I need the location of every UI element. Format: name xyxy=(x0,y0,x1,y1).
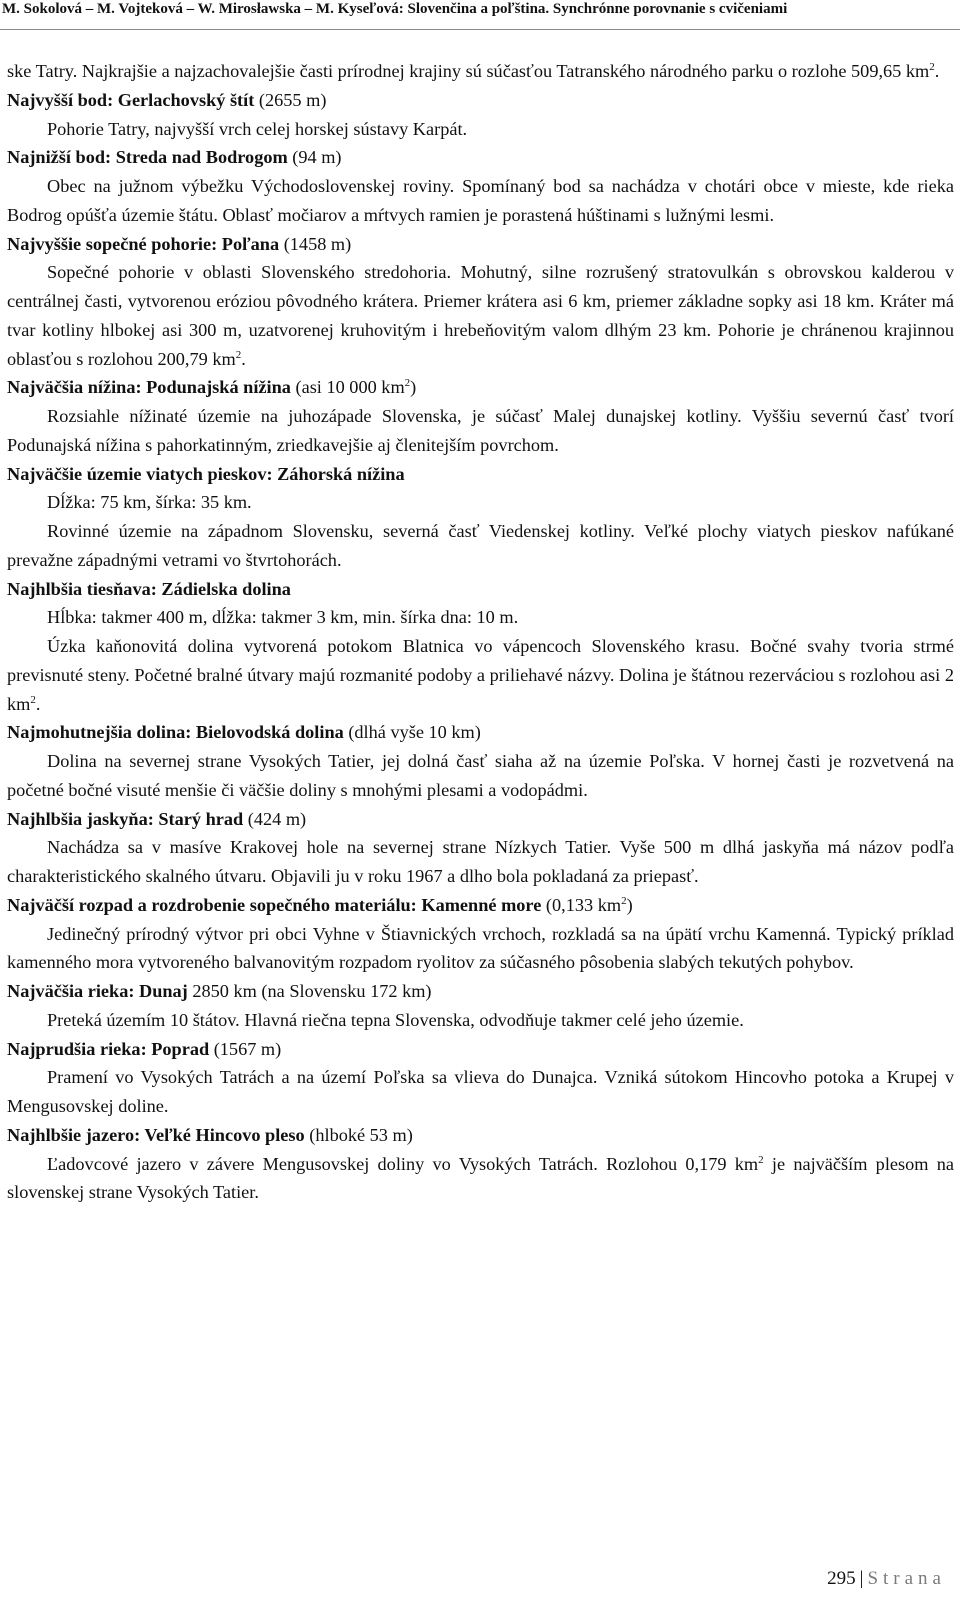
paragraph-text: ) xyxy=(626,894,633,915)
superscript: 2 xyxy=(929,61,935,73)
section-heading xyxy=(7,373,954,402)
body-paragraph xyxy=(7,833,954,891)
heading-text: Najväčšie územie viatych pieskov: Záhorská nížina xyxy=(7,463,405,484)
running-header: M. Sokolová – M. Vojteková – W. Mirosławska – M. Kyseľová: Slovenčina a poľština. Synchrónne porovnanie s cvičeniami xyxy=(0,0,960,30)
page-label: Strana xyxy=(867,1568,946,1589)
paragraph-text: (424 m) xyxy=(243,808,307,829)
footer-separator: | xyxy=(859,1568,864,1589)
paragraph-text: (94 m) xyxy=(287,147,342,168)
paragraph-text: Pramení vo Vysokých Tatrách a na území Poľska sa vlieva do Dunajca. Vzniká sútokom Hincovho potoka a Krupej v Mengusovskej doline. xyxy=(7,1067,954,1116)
paragraph-text: Rovinné územie na západnom Slovensku, severná časť Viedenskej kotliny. Veľké plochy viatych pieskov nafúkané prevažne západnými vetrami vo štvrtohorách. xyxy=(7,521,954,570)
paragraph-text: Rozsiahle nížinaté územie na juhozápade Slovenska, je súčasť Malej dunajskej kotliny. Vyššiu severnú časť tvorí Podunajská nížina s pahorkatinným, zriedkavejšie aj členitejším povrchom. xyxy=(7,406,954,455)
heading-text: Najmohutnejšia dolina: Bielovodská dolina xyxy=(7,722,344,743)
body-paragraph xyxy=(7,258,954,373)
body-paragraph xyxy=(7,488,954,517)
heading-text: Najvyšší bod: Gerlachovský štít xyxy=(7,89,255,110)
heading-text: Najprudšia rieka: Poprad xyxy=(7,1038,210,1059)
paragraph-text: . xyxy=(934,61,940,81)
page-footer xyxy=(827,1568,946,1590)
section-heading xyxy=(7,1121,954,1150)
paragraph-text: (dlhá vyše 10 km) xyxy=(343,722,481,743)
heading-text: Najvyššie sopečné pohorie: Poľana xyxy=(7,233,280,254)
paragraph-text: Obec na južnom výbežku Východoslovenskej roviny. Spomínaný bod sa nachádza v chotári obce v mieste, kde rieka Bodrog opúšťa územie štátu. Oblasť močiarov a mŕtvych ramien je porastená húštinami s lužnými lesmi. xyxy=(7,176,954,225)
section-heading xyxy=(7,805,954,834)
paragraph-text: (0,133 km xyxy=(541,894,622,915)
body-paragraph xyxy=(7,1063,954,1121)
heading-text: Najhlbšia jaskyňa: Starý hrad xyxy=(7,808,244,829)
superscript: 2 xyxy=(30,693,36,706)
body-paragraph xyxy=(7,747,954,805)
paragraph-text: . xyxy=(35,693,41,714)
heading-text: Najväčší rozpad a rozdrobenie sopečného materiálu: Kamenné more xyxy=(7,894,542,915)
section-heading xyxy=(7,143,954,172)
paragraph-text: ske Tatry. Najkrajšie a najzachovalejšie časti prírodnej krajiny sú súčasťou Tatranského národného parku o rozlohe 509,65 km xyxy=(7,61,930,81)
document-body xyxy=(7,57,954,1207)
paragraph-text: Dolina na severnej strane Vysokých Tatier, jej dolná časť siaha až na územie Poľska. V hornej časti je rozvetvená na početné bočné visuté menšie či väčšie doliny s mnohými plesami a vodopádmi. xyxy=(7,751,954,800)
paragraph-text: Preteká územím 10 štátov. Hlavná riečna tepna Slovenska, odvodňuje takmer celé jeho územie. xyxy=(47,1009,744,1030)
body-paragraph xyxy=(7,402,954,460)
heading-text: Najväčšia nížina: Podunajská nížina xyxy=(7,377,291,398)
section-heading xyxy=(7,460,954,489)
body-paragraph xyxy=(7,115,954,144)
paragraph-text: Ľadovcové jazero v závere Mengusovskej doliny vo Vysokých Tatrách. Rozlohou 0,179 km xyxy=(47,1153,759,1174)
paragraph-text: Sopečné pohorie v oblasti Slovenského stredohoria. Mohutný, silne rozrušený stratovulkán s obrovskou kalderou v centrálnej časti, vytvorenou eróziou pôvodného krátera. Priemer krátera asi 6 km, priemer základne sopky asi 18 km. Kráter má tvar kotliny hlbokej asi 300 m, uzatvorenej kruhovitým i hrebeňovitým valom dlhým 23 km. Pohorie je chránenou krajinnou oblasťou s rozlohou 200,79 km xyxy=(7,262,954,369)
section-heading xyxy=(7,977,954,1006)
superscript: 2 xyxy=(235,348,242,361)
paragraph-text: . xyxy=(241,348,246,369)
body-paragraph xyxy=(7,632,954,718)
section-heading xyxy=(7,718,954,747)
paragraph-text: (asi 10 000 km xyxy=(290,377,405,398)
section-heading xyxy=(7,57,954,86)
paragraph-text: je najväčším plesom na slovenskej strane Vysokých Tatier. xyxy=(7,1153,954,1203)
section-heading xyxy=(7,86,954,115)
heading-text: Najväčšia rieka: Dunaj xyxy=(7,981,188,1001)
section-heading xyxy=(7,575,954,604)
paragraph-text: Jedinečný prírodný výtvor pri obci Vyhne v Štiavnických vrchoch, rozkladá sa na úpätí vrchu Kamenná. Typický príklad kamenného mora vytvoreného balvanovitým rozpadom ryolitov za súčasného pôsobenia slabých tekutých pohybov. xyxy=(7,923,954,973)
body-paragraph xyxy=(7,920,954,978)
section-heading xyxy=(7,891,954,920)
paragraph-text: ) xyxy=(410,377,417,398)
body-paragraph xyxy=(7,603,954,632)
paragraph-text: (1458 m) xyxy=(279,233,352,254)
paragraph-text: (hlboké 53 m) xyxy=(304,1124,413,1145)
paragraph-text: Pohorie Tatry, najvyšší vrch celej horskej sústavy Karpát. xyxy=(47,118,468,139)
paragraph-text: 2850 km (na Slovensku 172 km) xyxy=(187,981,432,1001)
body-paragraph xyxy=(7,517,954,575)
paragraph-text: Úzka kaňonovitá dolina vytvorená potokom Blatnica vo vápencoch Slovenského krasu. Bočné svahy tvoria strmé previsnuté steny. Početné bralné útvary majú rozmanité podoby a priliehavé názvy. Dolina je štátnou rezerváciou s rozlohou asi 2 km xyxy=(7,636,954,714)
heading-text: Najhlbšie jazero: Veľké Hincovo pleso xyxy=(7,1124,305,1145)
paragraph-text: Dĺžka: 75 km, šírka: 35 km. xyxy=(47,492,252,513)
paragraph-text: (1567 m) xyxy=(209,1038,282,1059)
heading-text: Najnižší bod: Streda nad Bodrogom xyxy=(7,147,288,168)
body-paragraph xyxy=(7,1006,954,1035)
paragraph-text: Hĺbka: takmer 400 m, dĺžka: takmer 3 km, min. šírka dna: 10 m. xyxy=(47,607,519,628)
body-paragraph xyxy=(7,1150,954,1208)
superscript: 2 xyxy=(621,894,627,907)
section-heading xyxy=(7,230,954,259)
page-number: 295 xyxy=(827,1568,856,1589)
heading-text: Najhlbšia tiesňava: Zádielska dolina xyxy=(7,578,291,599)
paragraph-text: Nachádza sa v masíve Krakovej hole na severnej strane Nízkych Tatier. Vyše 500 m dlhá jaskyňa má názov podľa charakteristického skalného útvaru. Objavili ju v roku 1967 a dlho bola pokladaná za priepasť. xyxy=(7,837,954,886)
paragraph-text: (2655 m) xyxy=(254,89,327,110)
section-heading xyxy=(7,1035,954,1064)
superscript: 2 xyxy=(404,377,411,390)
superscript: 2 xyxy=(758,1153,764,1166)
body-paragraph xyxy=(7,172,954,230)
